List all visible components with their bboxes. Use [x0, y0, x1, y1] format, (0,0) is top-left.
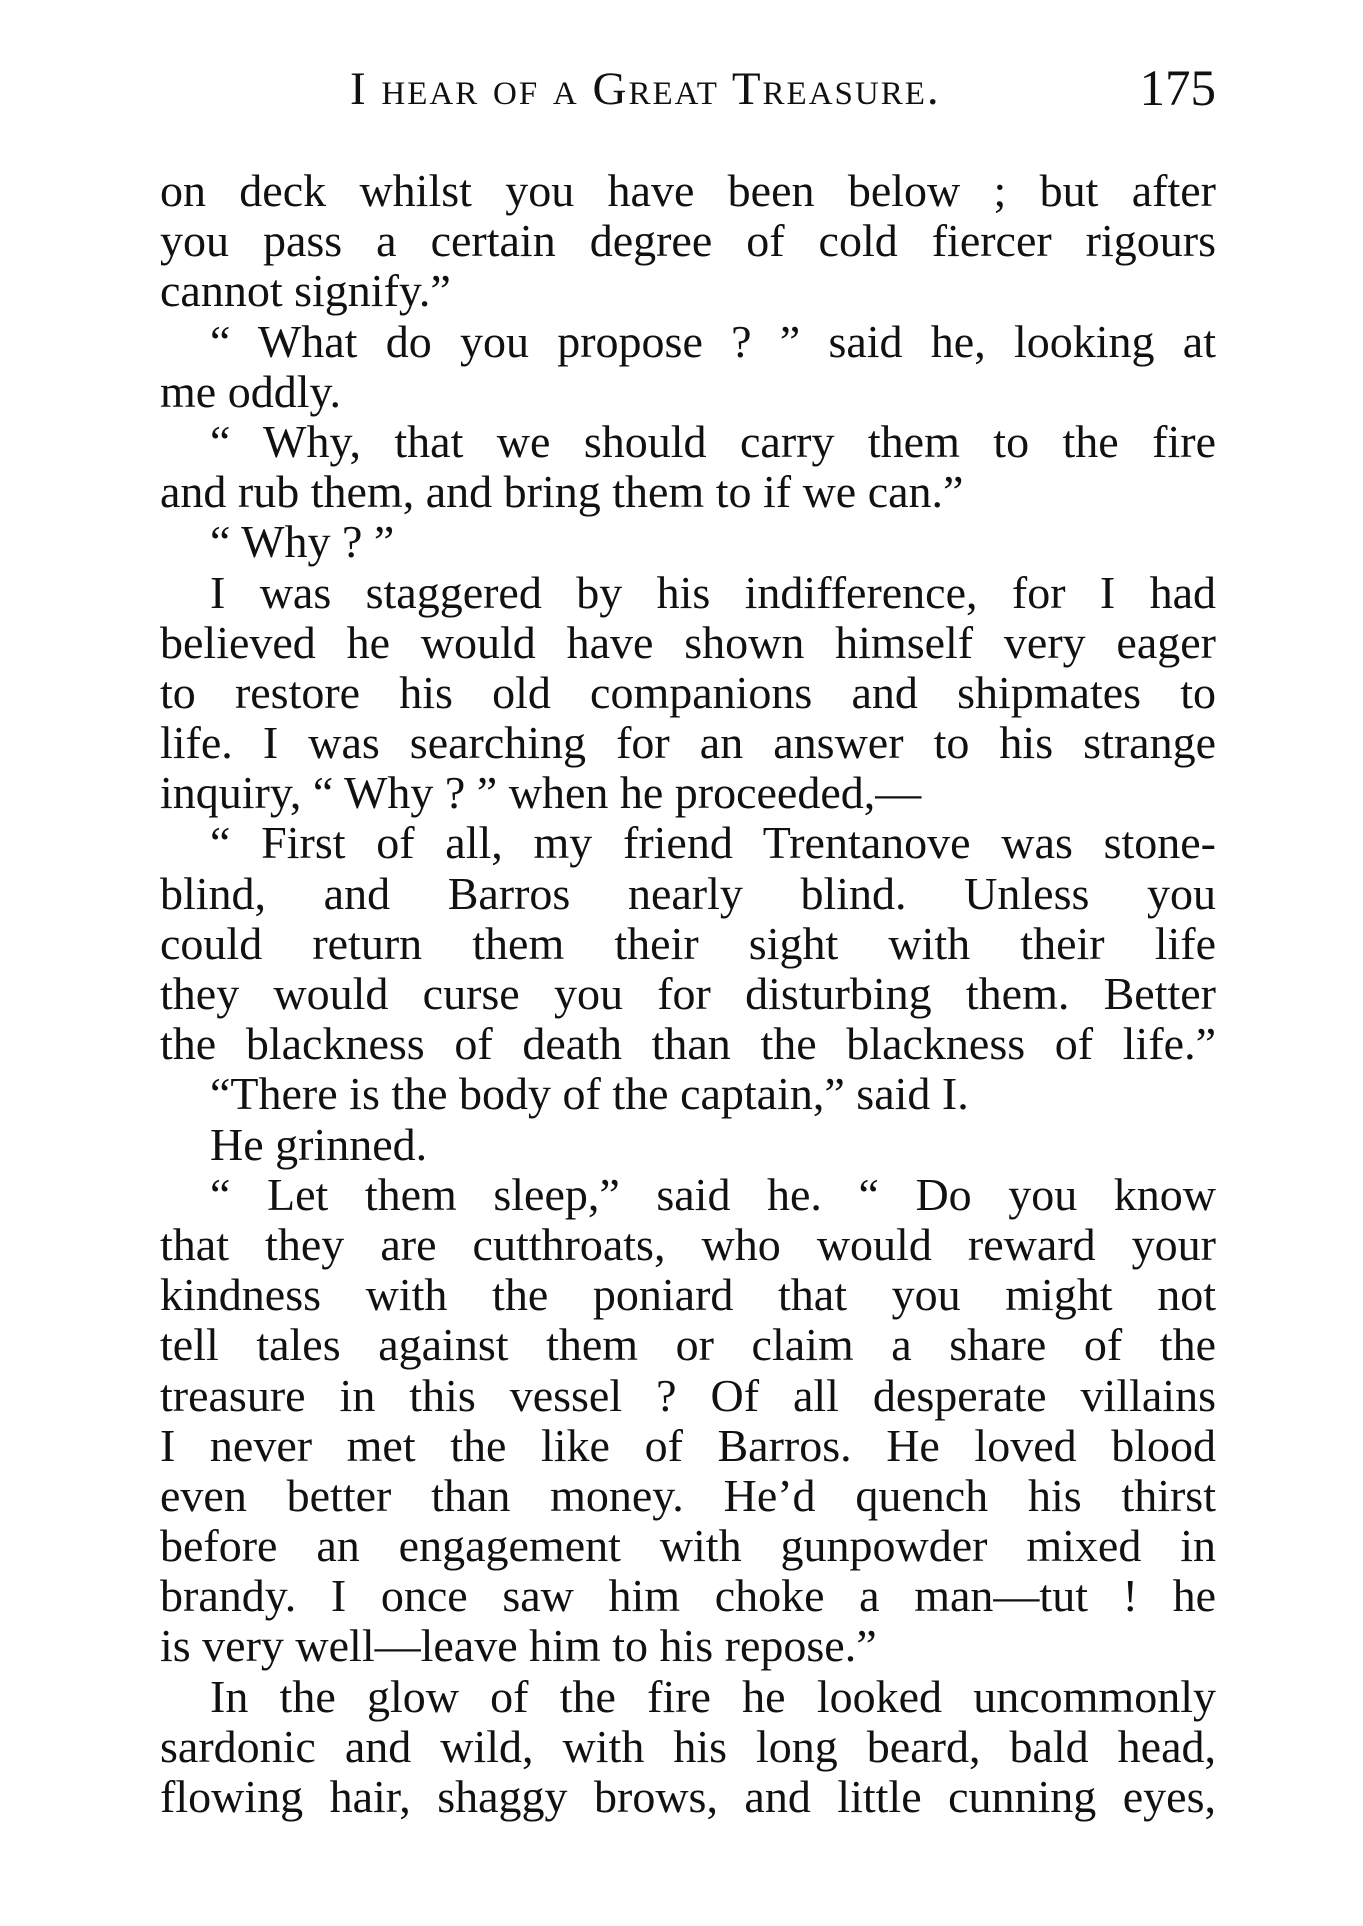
text-line: “ Why, that we should carry them to the fire — [210, 415, 1216, 467]
text-line: me oddly. — [160, 365, 341, 417]
text-line: to restore his old companions and shipmates to — [160, 666, 1216, 718]
text-line: “ Why ? ” — [210, 516, 395, 568]
text-line: kindness with the poniard that you might not — [160, 1269, 1216, 1321]
running-title: I hear of a Great Treasure. — [350, 63, 941, 115]
page-header — [160, 52, 1216, 122]
text-line: even better than money. He’d quench his thirst — [160, 1469, 1216, 1521]
text-line: could return them their sight with their life — [160, 917, 1216, 969]
text-line: blind, and Barros nearly blind. Unless you — [160, 867, 1216, 919]
text-line: is very well—leave him to his repose.” — [160, 1620, 877, 1672]
text-line: “ Let them sleep,” said he. “ Do you know — [210, 1168, 1216, 1220]
text-line: before an engagement with gunpowder mixed in — [160, 1520, 1216, 1572]
text-line: on deck whilst you have been below ; but after — [160, 165, 1216, 216]
text-line: I was staggered by his indifference, for I had — [210, 566, 1216, 618]
text-line: “There is the body of the captain,” said I. — [210, 1068, 969, 1120]
text-line: “ First of all, my friend Trentanove was stone- — [210, 817, 1216, 869]
page-number: 175 — [1139, 61, 1216, 117]
text-line: believed he would have shown himself very eager — [160, 616, 1216, 668]
text-line: that they are cutthroats, who would reward your — [160, 1218, 1216, 1270]
text-line: I never met the like of Barros. He loved blood — [160, 1419, 1216, 1471]
text-line: “ What do you propose ? ” said he, looking at — [210, 315, 1216, 367]
text-line: flowing hair, shaggy brows, and little cunning eyes, — [160, 1771, 1216, 1822]
text-line: tell tales against them or claim a share of the — [160, 1319, 1216, 1371]
text-line: you pass a certain degree of cold fiercer rigours — [160, 215, 1216, 267]
text-line: cannot signify.” — [160, 265, 451, 317]
text-line: life. I was searching for an answer to his strange — [160, 717, 1216, 769]
text-line: treasure in this vessel ? Of all desperate villains — [160, 1369, 1216, 1421]
text-line: and rub them, and bring them to if we can.” — [160, 466, 964, 518]
text-line: the blackness of death than the blackness of life.” — [160, 1018, 1216, 1070]
text-line: inquiry, “ Why ? ” when he proceeded,— — [160, 767, 922, 819]
body-text — [160, 166, 1216, 1822]
text-line: He grinned. — [210, 1118, 428, 1170]
text-line: brandy. I once saw him choke a man—tut ! he — [160, 1570, 1216, 1622]
text-line: they would curse you for disturbing them. Better — [160, 968, 1216, 1019]
text-line: sardonic and wild, with his long beard, bald head, — [160, 1720, 1216, 1772]
text-line: In the glow of the fire he looked uncommonly — [210, 1670, 1216, 1722]
